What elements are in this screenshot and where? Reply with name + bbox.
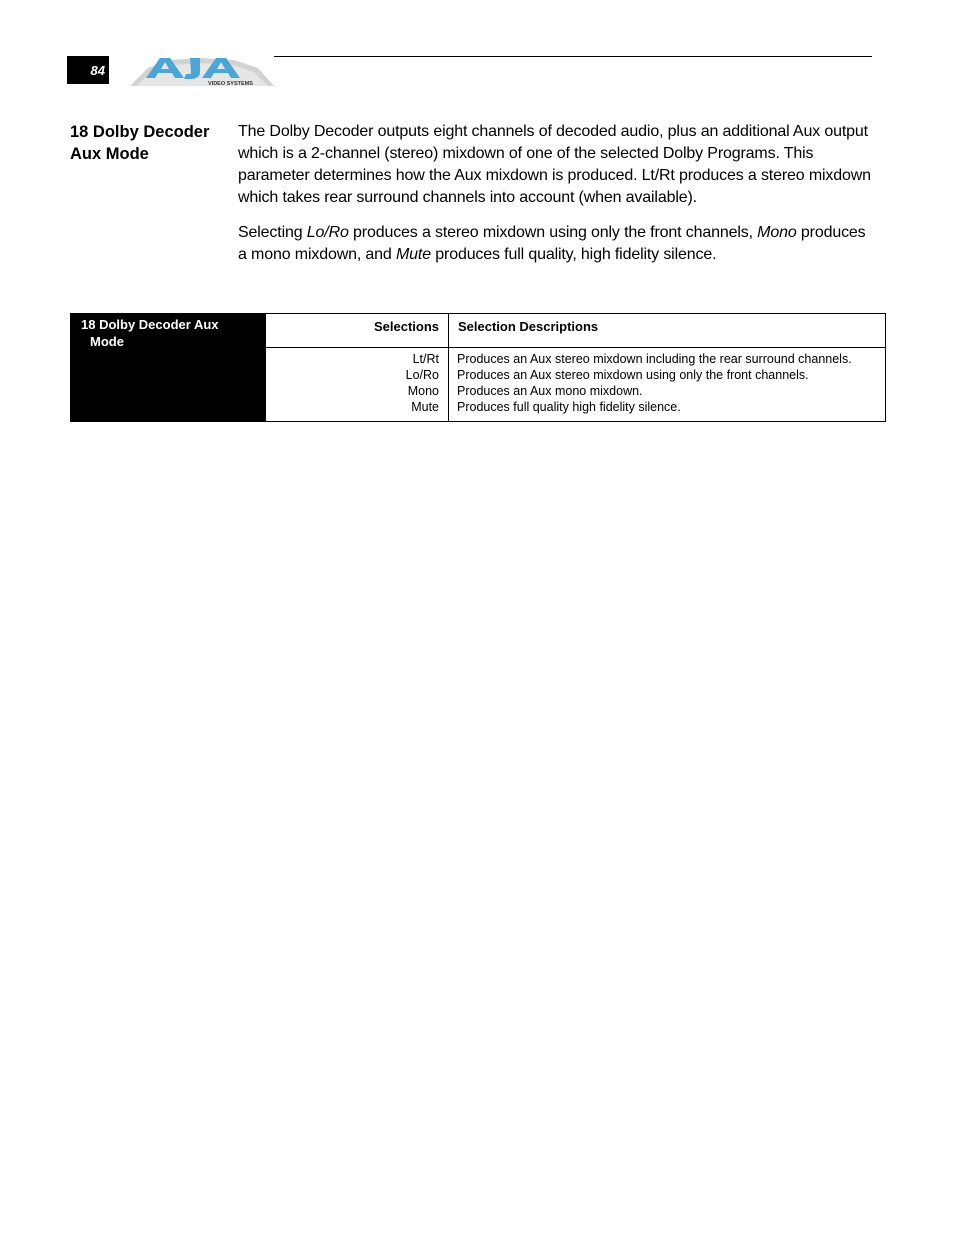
description-lt-rt: Produces an Aux stereo mixdown including the rear surround channels. — [457, 352, 852, 366]
selections-cell — [266, 348, 449, 422]
paragraph-2-part-1: Selecting — [238, 224, 307, 241]
selection-lo-ro: Lo/Ro — [405, 368, 439, 382]
paragraph-2-em-mono: Mono — [757, 224, 797, 241]
header-rule — [274, 56, 872, 57]
description-mono: Produces an Aux mono mixdown. — [457, 384, 643, 398]
selections-header: Selections — [266, 314, 449, 348]
aja-logo — [130, 54, 274, 88]
table-header-row — [71, 314, 886, 348]
paragraph-2-em-mute: Mute — [395, 246, 431, 263]
paragraph-1: The Dolby Decoder outputs eight channels of decoded audio, plus an additional Aux output which is a 2-channel (stereo) mixdown of one of the selected Dolby Programs. This parameter determines how the Aux mixdown is produced. Lt/Rt produces a stereo mixdown which takes rear surround channels into account (when available). — [238, 123, 871, 206]
parameter-name-line-1: 18 Dolby Decoder Aux — [81, 317, 219, 332]
paragraph-2-part-4: produces full quality, high fidelity silence. — [430, 246, 717, 263]
parameter-name-line-2: Mode — [90, 334, 124, 349]
description-mute: Produces full quality high fidelity silence. — [457, 400, 681, 414]
section-body — [238, 121, 878, 279]
description-lo-ro: Produces an Aux stereo mixdown using only the front channels. — [457, 368, 809, 382]
selection-mute: Mute — [411, 400, 439, 414]
paragraph-2 — [238, 222, 878, 266]
paragraph-2-part-2: produces a stereo mixdown using only the front channels, — [348, 224, 758, 241]
parameter-table — [70, 313, 886, 422]
section-heading: 18 Dolby Decoder Aux Mode — [70, 123, 210, 163]
page-number-text: 84 — [90, 62, 105, 78]
logo-subtext: VIDEO SYSTEMS — [208, 81, 253, 87]
descriptions-header: Selection Descriptions — [449, 314, 886, 348]
selection-lt-rt: Lt/Rt — [412, 352, 439, 366]
paragraph-2-em-loro: Lo/Ro — [306, 224, 349, 241]
paragraph-2-part-3: produces a mono mixdown, and — [238, 224, 866, 263]
page-number — [67, 56, 109, 84]
descriptions-cell — [449, 348, 886, 422]
selection-mono: Mono — [407, 384, 439, 398]
parameter-name-cell — [71, 314, 266, 422]
